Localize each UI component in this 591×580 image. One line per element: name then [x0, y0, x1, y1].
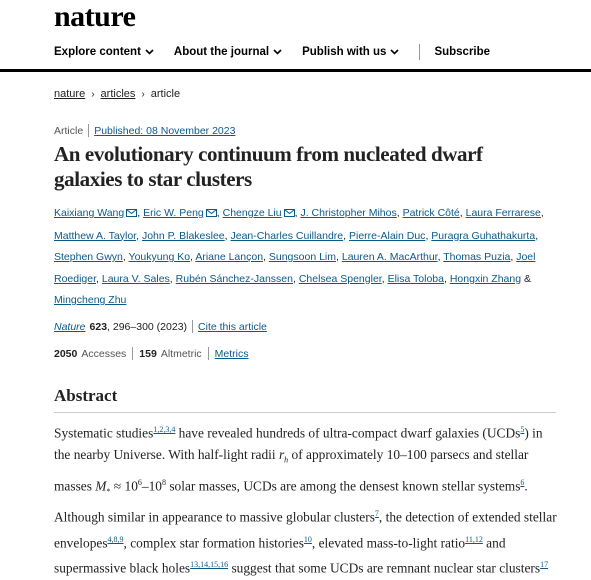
envelope-icon[interactable]: [206, 204, 217, 226]
breadcrumb-current: article: [150, 88, 181, 100]
abstract-span: of approximately 10–100 parsecs and stellar masses: [54, 447, 529, 494]
chevron-right-icon: ›: [91, 88, 95, 100]
author-link[interactable]: Kaixiang Wang: [54, 207, 125, 219]
abstract-span: ) in the nearby Universe. With half-light radii: [54, 425, 543, 463]
author-link[interactable]: Lauren A. MacArthur: [341, 251, 438, 263]
abstract-span: , the detection of extended stellar envelopes: [54, 509, 557, 551]
math-exponent: 8: [161, 478, 166, 488]
reference-link[interactable]: 13,14,15,16: [190, 560, 229, 570]
abstract-divider: [54, 412, 556, 413]
journal-link[interactable]: Nature: [54, 320, 86, 333]
abstract-span: . Although similar in appearance to massive globular clusters: [54, 478, 528, 525]
chevron-down-icon: [390, 46, 399, 58]
author-link[interactable]: Mingcheng Zhu: [54, 294, 127, 306]
citation-line: [54, 320, 267, 333]
author-link[interactable]: Stephen Gwyn: [54, 251, 123, 263]
math-subscript: h: [284, 456, 289, 466]
volume: 623: [89, 320, 108, 333]
altmetric-count: 159: [139, 347, 157, 360]
divider: [88, 124, 89, 137]
abstract-heading: Abstract: [54, 386, 118, 405]
reference-link[interactable]: 17: [540, 560, 549, 570]
abstract-span: , complex star formation histories: [123, 535, 304, 551]
author-link[interactable]: Sungsoon Lim: [268, 251, 337, 263]
author-link[interactable]: Chengze Liu: [222, 207, 282, 219]
reference-link[interactable]: 4,8,9: [107, 534, 124, 544]
author-link[interactable]: Elisa Toloba: [387, 272, 444, 285]
author-link[interactable]: Youkyung Ko: [128, 251, 191, 263]
reference-link[interactable]: 10: [303, 534, 312, 544]
abstract-span: , elevated mass-to-light ratio: [311, 535, 466, 551]
author-link[interactable]: Eric W. Peng: [143, 207, 204, 219]
reference-link[interactable]: 11,12: [465, 534, 483, 544]
accesses-label: Accesses: [81, 347, 127, 360]
abstract-span: have revealed hundreds of ultra-compact dwarf galaxies (UCDs: [175, 425, 521, 441]
breadcrumb-nature[interactable]: nature: [54, 88, 86, 100]
nav-label: Publish with us: [302, 46, 387, 58]
main-nav: [54, 44, 510, 60]
math-subscript: *: [106, 487, 111, 497]
altmetric-label: Altmetric: [160, 347, 202, 360]
author-link[interactable]: Rubén Sánchez-Janssen: [175, 272, 293, 285]
cite-this-article-link[interactable]: Cite this article: [198, 320, 267, 333]
article-type: Article: [54, 124, 84, 137]
author-list: Kaixiang Wang , Eric W. Peng , Chengze Liu , J. Christopher Mihos, Patrick Côté, Laura Ferrarese, Matthew A. Taylor, John P. Blakeslee, Jean-Charles Cuillandre, Pierre-Alain Duc, Puragra Guhathakurta, Stephen Gwyn, Youkyung Ko, Ariane Lançon, Sungsoon Lim, Lauren A. MacArthur, Thomas Puzia, Joel Roediger, Laura V. Sales, Rubén Sánchez-Janssen, Chelsea Spengler, Elisa Toloba, Hongxin Zhang & Mingcheng Zhu: [54, 203, 554, 312]
abstract-span: suggest that some UCDs are remnant nuclear star clusters: [228, 560, 541, 576]
envelope-icon[interactable]: [126, 204, 137, 226]
accesses-count: 2050: [54, 347, 78, 360]
breadcrumb-articles[interactable]: articles: [100, 88, 136, 100]
math-exponent: 6: [137, 478, 142, 488]
author-link[interactable]: Ariane Lançon: [195, 251, 264, 263]
envelope-icon[interactable]: [284, 204, 295, 226]
subscribe-link[interactable]: Subscribe: [434, 46, 491, 58]
abstract-text: [54, 419, 558, 580]
author-link[interactable]: Puragra Guhathakurta: [431, 229, 536, 242]
reference-link[interactable]: 6: [520, 478, 525, 488]
divider: [192, 320, 193, 333]
abstract-span: solar masses, UCDs are among the densest known stellar systems: [165, 478, 521, 494]
author-link[interactable]: J. Christopher Mihos: [300, 207, 397, 219]
author-link[interactable]: Thomas Puzia: [443, 251, 511, 263]
chevron-right-icon: ›: [141, 88, 145, 100]
nav-divider: [419, 44, 420, 60]
author-link[interactable]: Joel Roediger: [54, 251, 536, 285]
nav-about-journal[interactable]: [174, 46, 282, 58]
author-link[interactable]: Patrick Côté: [402, 207, 460, 219]
reference-link[interactable]: 5: [520, 425, 525, 434]
article-meta: [54, 124, 235, 137]
nav-explore-content[interactable]: [54, 46, 154, 58]
reference-link[interactable]: 1,2,3,4: [153, 425, 176, 434]
chevron-down-icon: [145, 46, 154, 58]
article-title: An evolutionary continuum from nucleated dwarf galaxies to star clusters: [54, 142, 483, 191]
author-link[interactable]: Pierre-Alain Duc: [348, 229, 426, 242]
author-link[interactable]: Matthew A. Taylor: [54, 229, 137, 242]
divider: [208, 347, 209, 360]
reference-link[interactable]: 7: [374, 509, 379, 519]
divider: [132, 347, 133, 360]
metrics-link[interactable]: Metrics: [214, 347, 249, 360]
abstract-span: and supermassive black holes: [54, 535, 506, 576]
pages: , 296–300 (2023): [107, 320, 188, 333]
abstract-span: Systematic studies: [54, 425, 154, 441]
math-symbol: r: [278, 447, 285, 463]
author-link[interactable]: Laura Ferrarese: [465, 207, 541, 219]
abstract-span: –10: [141, 478, 162, 494]
published-date[interactable]: Published: 08 November 2023: [94, 124, 236, 137]
math-symbol: M: [95, 478, 107, 494]
article-metrics: [54, 347, 249, 360]
author-link[interactable]: Jean-Charles Cuillandre: [230, 229, 344, 242]
author-link[interactable]: Hongxin Zhang: [449, 272, 522, 285]
nav-label: About the journal: [173, 46, 270, 58]
author-link[interactable]: Chelsea Spengler: [298, 272, 382, 285]
nav-label: Explore content: [54, 46, 141, 58]
nature-logo[interactable]: nature: [54, 0, 136, 33]
abstract-span: ≈ 10: [110, 478, 138, 494]
author-link[interactable]: John P. Blakeslee: [141, 229, 225, 242]
nav-publish[interactable]: [302, 46, 399, 58]
breadcrumb: [54, 88, 180, 100]
author-link[interactable]: Laura V. Sales: [101, 272, 170, 285]
chevron-down-icon: [273, 46, 282, 58]
site-header: [0, 0, 591, 72]
